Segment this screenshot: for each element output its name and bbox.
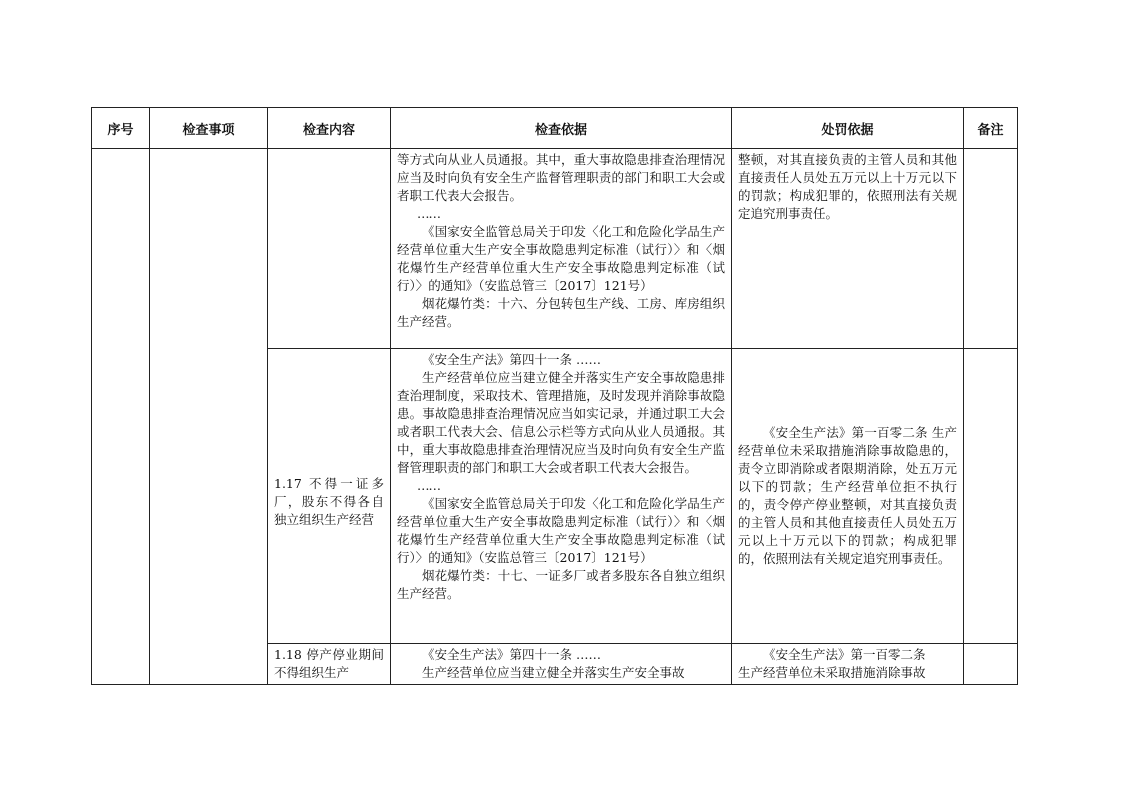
basis-paragraph: 《安全生产法》第四十一条 …… [422, 647, 601, 662]
cell-content [268, 644, 391, 685]
cell-content [268, 149, 391, 349]
cell-no [92, 149, 150, 685]
header-remark: 备注 [964, 108, 1018, 149]
cell-item [150, 149, 268, 685]
penalty-paragraph: 生产经营单位未采取措施消除事故 [738, 665, 926, 680]
basis-ellipsis: …… [417, 478, 440, 493]
header-penalty: 处罚依据 [732, 108, 964, 149]
cell-remark [964, 149, 1018, 349]
basis-paragraph: 《国家安全监管总局关于印发〈化工和危险化学品生产经营单位重大生产安全事故隐患判定标准（试行）〉和〈烟花爆竹生产经营单位重大生产安全事故隐患判定标准（试行）〉的通知》（安监总管三〔2017〕121号） [397, 496, 725, 565]
table-row [92, 149, 1018, 349]
cell-penalty [732, 644, 964, 685]
header-no: 序号 [92, 108, 150, 149]
cell-remark [964, 644, 1018, 685]
cell-basis [391, 349, 732, 644]
basis-paragraph: 生产经营单位应当建立健全并落实生产安全事故隐患排查治理制度，采取技术、管理措施，及时发现并消除事故隐患。事故隐患排查治理情况应当如实记录，并通过职工大会或者职工代表大会、信息公示栏等方式向从业人员通报。其中，重大事故隐患排查治理情况应当及时向负有安全生产监督管理职责的部门和职工大会或者职工代表大会报告。 [397, 370, 725, 475]
basis-paragraph: 《安全生产法》第四十一条 …… [422, 352, 601, 367]
cell-penalty [732, 349, 964, 644]
cell-content [268, 349, 391, 644]
content-text: 1.18 停产停业期间不得组织生产 [274, 647, 384, 680]
cell-basis [391, 149, 732, 349]
header-row [92, 108, 1018, 149]
header-item: 检查事项 [150, 108, 268, 149]
inspection-table [91, 107, 1018, 685]
basis-paragraph: 烟花爆竹类：十六、分包转包生产线、工房、库房组织生产经营。 [397, 296, 725, 329]
basis-paragraph: 等方式向从业人员通报。其中，重大事故隐患排查治理情况应当及时向负有安全生产监督管理职责的部门和职工大会或者职工代表大会报告。 [397, 152, 725, 203]
basis-ellipsis: …… [417, 206, 440, 221]
content-text: 1.17 不得一证多厂，股东不得各自独立组织生产经营 [274, 476, 384, 527]
basis-paragraph: 生产经营单位应当建立健全并落实生产安全事故 [422, 665, 685, 680]
cell-basis [391, 644, 732, 685]
basis-paragraph: 《国家安全监管总局关于印发〈化工和危险化学品生产经营单位重大生产安全事故隐患判定标准（试行）〉和〈烟花爆竹生产经营单位重大生产安全事故隐患判定标准（试行）〉的通知》（安监总管三〔2017〕121号） [397, 224, 725, 293]
basis-paragraph: 烟花爆竹类：十七、一证多厂或者多股东各自独立组织生产经营。 [397, 568, 725, 601]
header-basis: 检查依据 [391, 108, 732, 149]
penalty-paragraph: 《安全生产法》第一百零二条 生产经营单位未采取措施消除事故隐患的，责令立即消除或者限期消除，处五万元以下的罚款；生产经营单位拒不执行的，责令停产停业整顿，对其直接负责的主管人员和其他直接责任人员处五万元以上十万元以下的罚款；构成犯罪的，依照刑法有关规定追究刑事责任。 [738, 425, 957, 566]
header-content: 检查内容 [268, 108, 391, 149]
penalty-paragraph: 整顿，对其直接负责的主管人员和其他直接责任人员处五万元以上十万元以下的罚款；构成犯罪的，依照刑法有关规定追究刑事责任。 [738, 152, 957, 221]
penalty-paragraph: 《安全生产法》第一百零二条 [763, 647, 926, 662]
cell-remark [964, 349, 1018, 644]
cell-penalty [732, 149, 964, 349]
